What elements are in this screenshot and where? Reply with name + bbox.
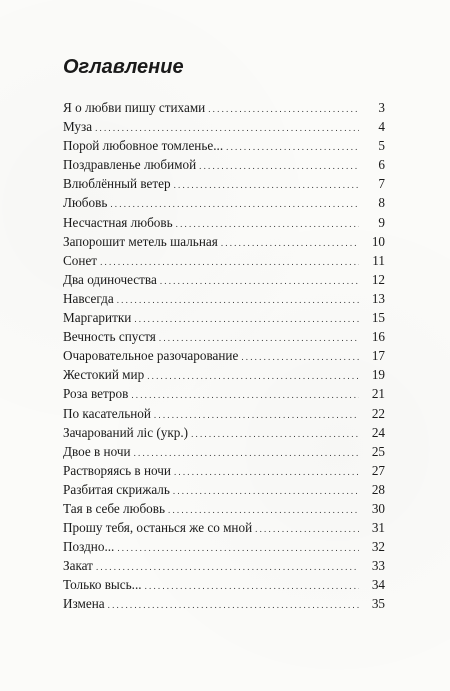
dot-leader <box>159 329 359 346</box>
dot-leader <box>160 272 359 289</box>
toc-entry-title: Я о любви пишу стихами <box>63 100 206 115</box>
toc-entry <box>63 423 385 442</box>
toc-entry-title: Растворяясь в ночи <box>63 462 171 478</box>
toc-entry <box>63 461 385 480</box>
toc-entry-page-number: 10 <box>371 233 385 249</box>
toc-entry-page-number: 17 <box>371 348 385 364</box>
toc-entry-title: Только высь... <box>63 577 142 593</box>
toc-entry-title: Несчастная любовь <box>63 214 173 230</box>
dot-leader <box>117 539 359 556</box>
toc-entry <box>63 384 385 403</box>
toc-entry <box>63 404 385 423</box>
toc-entry <box>63 98 385 117</box>
toc-entry <box>63 442 385 461</box>
dot-leader <box>147 367 359 384</box>
toc-entry-page-number: 32 <box>371 539 385 555</box>
toc-entry <box>63 174 385 193</box>
toc-entry <box>63 251 385 270</box>
toc-entry-title: Два одиночества <box>63 271 157 287</box>
toc-entry-title: Маргаритки <box>63 310 132 326</box>
toc-entry-title: Закат <box>63 558 93 574</box>
toc-entry-title: Порой любовное томленье... <box>63 138 224 154</box>
toc-entry-page-number: 33 <box>371 558 385 574</box>
dot-leader <box>110 195 359 212</box>
dot-leader <box>134 310 359 327</box>
toc-entry-title: Вечность спустя <box>63 329 156 345</box>
toc-entry-title: Муза <box>63 119 93 135</box>
toc-entry <box>63 537 385 556</box>
toc-entry-page-number: 15 <box>371 310 385 326</box>
toc-entry-page-number: 22 <box>371 405 385 421</box>
toc-entry-page-number: 30 <box>371 500 385 516</box>
toc-entry-page-number: 4 <box>378 119 385 135</box>
dot-leader <box>176 215 359 232</box>
toc-entry-page-number: 25 <box>371 443 385 459</box>
toc-entry-title: Очаровательное разочарование <box>63 348 239 364</box>
toc-entry <box>63 499 385 518</box>
dot-leader <box>174 176 359 193</box>
toc-entry-page-number: 9 <box>378 214 385 230</box>
toc-entry-title: Сонет <box>63 252 98 268</box>
toc-entry <box>63 155 385 174</box>
page-title: Оглавление <box>63 56 184 78</box>
toc-entry-title: Двое в ночи <box>63 443 131 459</box>
toc-entry-title: Жестокий мир <box>63 367 145 383</box>
toc-entry-page-number: 7 <box>378 176 385 192</box>
toc-entry-page-number: 28 <box>371 481 385 497</box>
toc-entry <box>63 346 385 365</box>
toc-entry <box>63 232 385 251</box>
toc-entry-page-number: 35 <box>371 596 385 612</box>
toc-entry <box>63 327 385 346</box>
toc-entry <box>63 117 385 136</box>
toc-entry-page-number: 8 <box>378 195 385 211</box>
dot-leader <box>108 596 359 613</box>
toc-entry-page-number: 6 <box>378 157 385 173</box>
dot-leader <box>134 444 359 461</box>
toc-entry-page-number: 3 <box>378 100 385 115</box>
toc-entry <box>63 594 385 613</box>
dot-leader <box>241 348 359 365</box>
toc-entry <box>63 518 385 537</box>
dot-leader <box>145 577 359 594</box>
dot-leader <box>168 501 359 518</box>
toc-entry-page-number: 5 <box>378 138 385 154</box>
toc-entry-title: Навсегда <box>63 290 114 306</box>
table-of-contents <box>63 98 385 614</box>
dot-leader <box>174 463 359 480</box>
toc-entry <box>63 136 385 155</box>
dot-leader <box>255 520 359 537</box>
dot-leader <box>95 119 359 136</box>
toc-entry-page-number: 11 <box>372 252 385 268</box>
toc-entry-page-number: 13 <box>371 290 385 306</box>
toc-entry-title: Прошу тебя, останься же со мной <box>63 520 253 536</box>
dot-leader <box>199 157 359 174</box>
dot-leader <box>173 482 359 499</box>
toc-entry-title: Разбитая скрижаль <box>63 481 170 497</box>
toc-entry-title: По касательной <box>63 405 151 421</box>
toc-entry <box>63 480 385 499</box>
toc-entry-page-number: 16 <box>371 329 385 345</box>
toc-entry <box>63 289 385 308</box>
toc-entry-page-number: 24 <box>371 424 385 440</box>
toc-entry-page-number: 12 <box>371 271 385 287</box>
toc-entry <box>63 575 385 594</box>
toc-entry-page-number: 31 <box>371 520 385 536</box>
dot-leader <box>226 138 359 155</box>
dot-leader <box>208 100 359 117</box>
toc-entry-title: Влюблённый ветер <box>63 176 171 192</box>
toc-entry <box>63 308 385 327</box>
toc-entry <box>63 365 385 384</box>
dot-leader <box>191 425 359 442</box>
toc-entry <box>63 193 385 212</box>
toc-entry <box>63 270 385 289</box>
toc-entry-title: Тая в себе любовь <box>63 500 165 516</box>
dot-leader <box>221 234 359 251</box>
toc-entry-page-number: 21 <box>371 386 385 402</box>
toc-entry-title: Любовь <box>63 195 108 211</box>
dot-leader <box>131 386 359 403</box>
dot-leader <box>117 291 359 308</box>
toc-entry-page-number: 19 <box>371 367 385 383</box>
toc-entry-title: Измена <box>63 596 105 612</box>
toc-entry <box>63 213 385 232</box>
toc-entry-title: Роза ветров <box>63 386 129 402</box>
toc-entry-page-number: 34 <box>371 577 385 593</box>
dot-leader <box>154 406 359 423</box>
toc-entry-page-number: 27 <box>371 462 385 478</box>
toc-entry-title: Запорошит метель шальная <box>63 233 218 249</box>
toc-entry-title: Поздно... <box>63 539 115 555</box>
dot-leader <box>96 558 359 575</box>
toc-entry <box>63 556 385 575</box>
toc-entry-title: Зачарований ліс (укр.) <box>63 424 189 440</box>
toc-entry-title: Поздравленье любимой <box>63 157 197 173</box>
dot-leader <box>100 253 359 270</box>
